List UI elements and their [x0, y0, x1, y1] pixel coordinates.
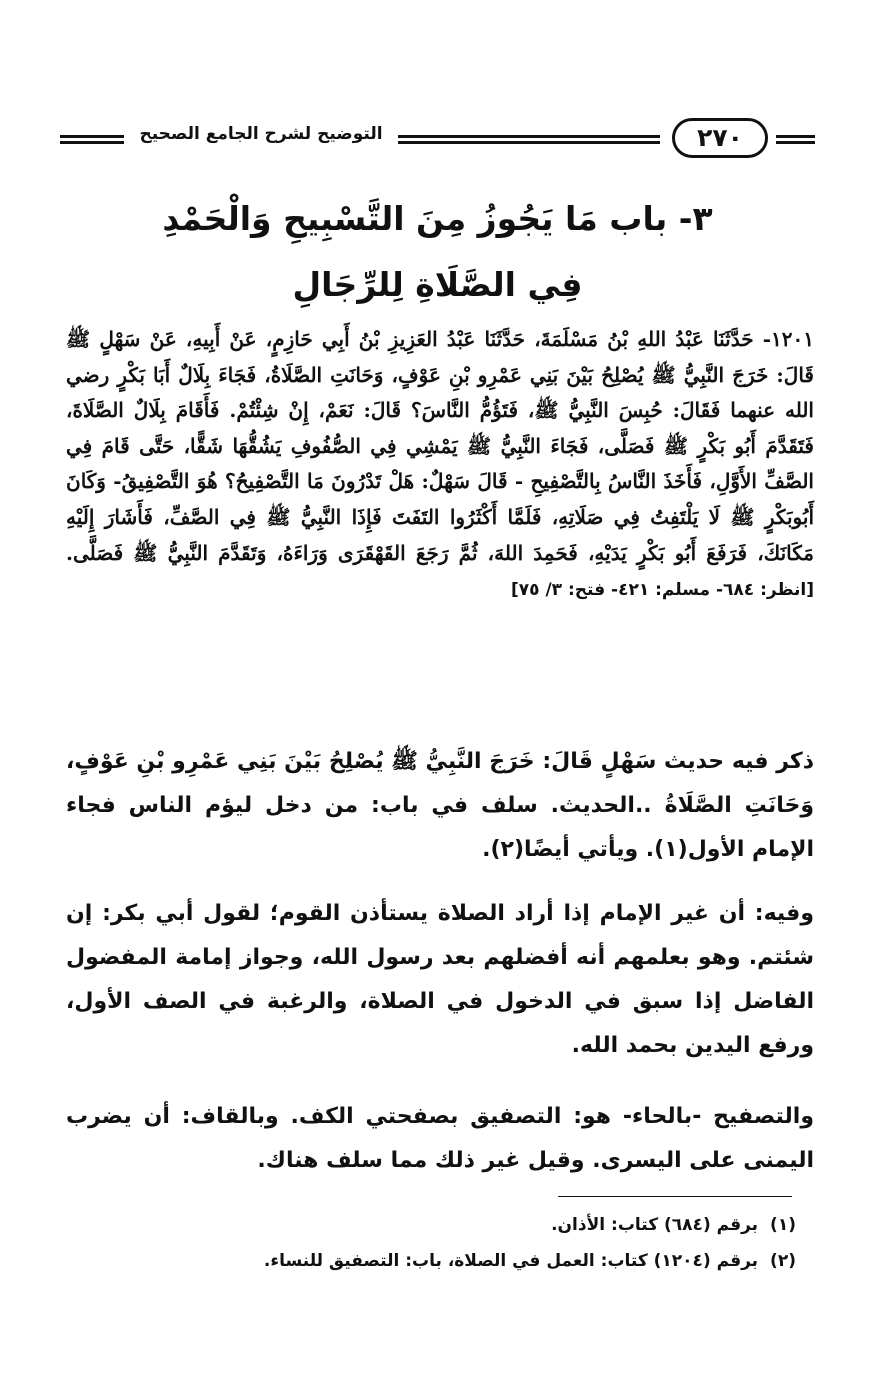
hadith-text: ١٢٠١- حَدَّثَنَا عَبْدُ اللهِ بْنُ مَسْلَمَةَ، حَدَّثَنَا عَبْدُ العَزِيزِ بْنُ أَبِي حَازِمٍ، عَنْ أَبِيهِ، عَنْ سَهْلٍ ﷺ قَالَ: خَرَجَ النَّبِيُّ ﷺ يُصْلِحُ بَيْنَ بَنِي عَمْرِو بْنِ عَوْفٍ، وَحَانَتِ الصَّلَاةُ، فَجَاءَ بِلَالٌ أَبَا بَكْرٍ رضي الله عنهما فَقَالَ: حُبِسَ النَّبِيُّ ﷺ، فَتَؤُمُّ النَّاسَ؟ قَالَ: نَعَمْ، إِنْ شِئْتُمْ. فَأَقَامَ بِلَالٌ الصَّلَاةَ، فَتَقَدَّمَ أَبُو بَكْرٍ ﷺ فَصَلَّى، فَجَاءَ النَّبِيُّ ﷺ يَمْشِي فِي الصُّفُوفِ يَشُقُّهَا شَقًّا، حَتَّى قَامَ فِي الصَّفِّ الأَوَّلِ، فَأَخَذَ النَّاسُ بِالتَّصْفِيحِ - قَالَ سَهْلٌ: هَلْ تَدْرُونَ مَا التَّصْفِيحُ؟ هُوَ التَّصْفِيقُ- وَكَانَ أَبُوبَكْرٍ ﷺ لَا يَلْتَفِتُ فِي صَلَاتِهِ، فَلَمَّا أَكْثَرُوا التَفَتَ فَإِذَا النَّبِيُّ ﷺ فِي الصَّفِّ، فَأَشَارَ إِلَيْهِ مَكَانَكَ، فَرَفَعَ أَبُو بَكْرٍ يَدَيْهِ، فَحَمِدَ اللهَ، ثُمَّ رَجَعَ القَهْقَرَى وَرَاءَهُ، وَتَقَدَّمَ النَّبِيُّ ﷺ فَصَلَّى. — [66, 327, 814, 565]
chapter-heading-line-2: فِي الصَّلَاةِ لِلرِّجَالِ — [292, 265, 583, 304]
header-rule-middle — [398, 135, 660, 144]
footnote-text: برقم (١٢٠٤) كتاب: العمل في الصلاة، باب: التصفيق للنساء. — [263, 1251, 759, 1271]
commentary-paragraph-2: وفيه: أن غير الإمام إذا أراد الصلاة يستأذن القوم؛ لقول أبي بكر: إن شئتم. وهو بعلمهم أنه أفضلهم بعد رسول الله، وجواز إمامة المفضول الفاضل إذا سبق في الدخول في الصلاة، والرغبة في الصف الأول، ورفع اليدين بحمد الله. — [66, 901, 814, 1058]
running-header-title: التوضيح لشرح الجامع الصحيح — [139, 124, 383, 144]
page-number: ٢٧٠ — [672, 118, 768, 158]
commentary-paragraph-3: والتصفيح -بالحاء- هو: التصفيق بصفحتي الكف. وبالقاف: أن يضرب اليمنى على اليسرى. وقيل غير ذلك مما سلف هناك. — [66, 1104, 814, 1173]
footnote-number: (٢) — [770, 1251, 796, 1271]
chapter-heading — [60, 186, 815, 318]
footnotes-list — [66, 1207, 796, 1279]
commentary-paragraph-1: ذكر فيه حديث سَهْلٍ قَالَ: خَرَجَ النَّبِيُّ ﷺ يُصْلِحُ بَيْنَ بَنِي عَمْرِو بْنِ عَوْفٍ، وَحَانَتِ الصَّلَاةُ ..الحديث. سلف في باب: من دخل ليؤم الناس فجاء الإمام الأول(١). ويأتي أيضًا(٢). — [66, 749, 814, 862]
footnote-separator — [558, 1196, 792, 1197]
hadith-text-block — [66, 322, 814, 609]
chapter-heading-line-1: ٣- باب مَا يَجُوزُ مِنَ التَّسْبِيحِ وَالْحَمْدِ — [162, 199, 713, 238]
header-rule-left — [60, 135, 124, 144]
header-rule-right — [776, 135, 815, 144]
footnote-item — [66, 1243, 796, 1279]
footnote-text: برقم (٦٨٤) كتاب: الأذان. — [551, 1215, 759, 1235]
footnote-number: (١) — [770, 1215, 796, 1235]
hadith-reference: [انظر: ٦٨٤- مسلم: ٤٢١- فتح: ٣/ ٧٥] — [510, 580, 814, 601]
running-header — [60, 118, 815, 166]
footnote-item — [66, 1207, 796, 1243]
